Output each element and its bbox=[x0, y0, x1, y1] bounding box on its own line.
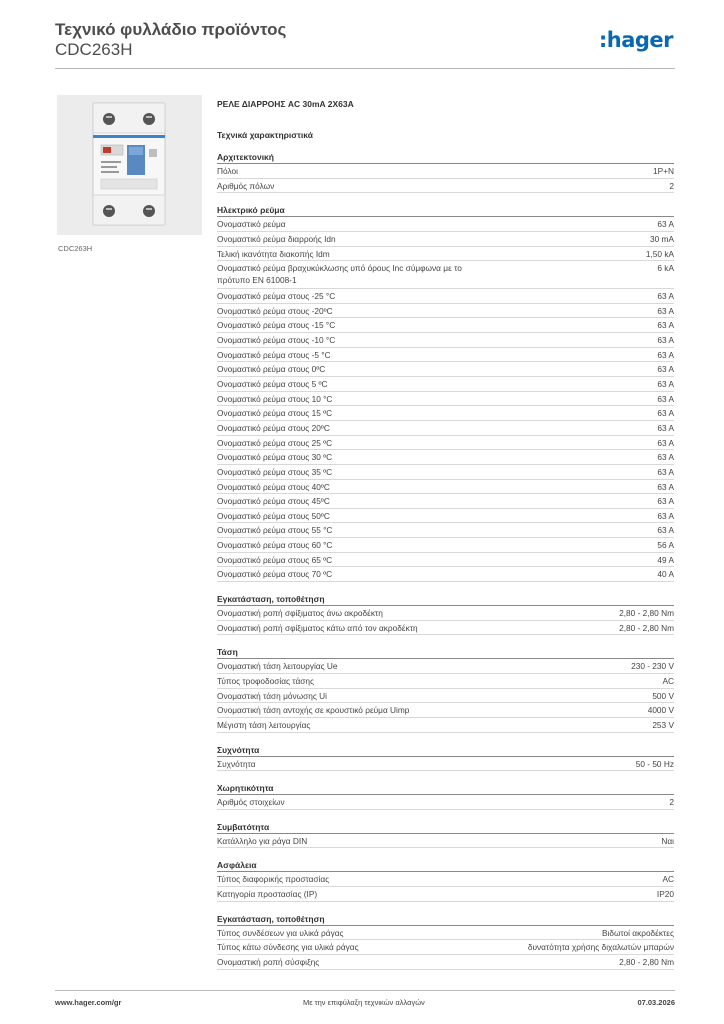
spec-row bbox=[217, 703, 674, 718]
spec-label: Ονομαστικό ρεύμα bbox=[217, 219, 286, 230]
spec-label: Πόλοι bbox=[217, 166, 238, 176]
spec-label: Ονομαστικό ρεύμα στους 40ºC bbox=[217, 481, 330, 492]
spec-label: Ονομαστική τάση αντοχής σε κρουστικό ρεύμα Uimp bbox=[217, 705, 410, 716]
spec-label: Κατηγορία προστασίας (IP) bbox=[217, 889, 318, 900]
spec-label: Ονομαστικό ρεύμα στους 35 ºC bbox=[217, 466, 333, 477]
header-divider bbox=[55, 68, 675, 69]
spec-value: δυνατότητα χρήσης διχαλωτών μπαρών bbox=[527, 942, 674, 953]
spec-value: 63 A bbox=[657, 466, 674, 477]
spec-value: 50 - 50 Hz bbox=[635, 758, 674, 769]
spec-row bbox=[217, 392, 674, 407]
spec-row bbox=[217, 318, 674, 333]
spec-value: 63 A bbox=[657, 320, 674, 331]
spec-value: 63 A bbox=[657, 349, 674, 360]
spec-value: 500 V bbox=[652, 690, 674, 701]
spec-row bbox=[217, 606, 674, 621]
spec-groups bbox=[217, 151, 674, 970]
spec-row bbox=[217, 377, 674, 392]
spec-label: Ονομαστική ροπή σύσφιξης bbox=[217, 956, 320, 967]
spec-row bbox=[217, 659, 674, 674]
spec-label: Ονομαστικό ρεύμα στους -10 °C bbox=[217, 335, 336, 346]
spec-row bbox=[217, 436, 674, 451]
spec-row bbox=[217, 834, 674, 849]
footer-date: 07.03.2026 bbox=[637, 998, 675, 1007]
footer-website: www.hager.com/gr bbox=[55, 998, 122, 1007]
spec-label: Τύπος συνδέσεων για υλικά ράγας bbox=[217, 927, 344, 938]
spec-row bbox=[217, 480, 674, 495]
spec-value: 63 A bbox=[657, 379, 674, 390]
image-caption: CDC263H bbox=[58, 244, 93, 253]
spec-row bbox=[217, 333, 674, 348]
spec-row bbox=[217, 926, 674, 941]
spec-label: Αριθμός πόλων bbox=[217, 180, 275, 191]
spec-value: 2 bbox=[669, 797, 674, 808]
spec-row bbox=[217, 523, 674, 538]
spec-group-title: Συμβατότητα bbox=[217, 821, 674, 834]
spec-value: 1,50 kA bbox=[645, 248, 674, 259]
spec-row bbox=[217, 567, 674, 582]
spec-group-title: Τάση bbox=[217, 646, 674, 659]
spec-label: Ονομαστικό ρεύμα στους 65 ºC bbox=[217, 554, 333, 565]
spec-row bbox=[217, 232, 674, 247]
spec-value: 63 A bbox=[657, 422, 674, 433]
footer-notice: Με την επιφύλαξη τεχνικών αλλαγών bbox=[303, 998, 425, 1007]
spec-label: Ονομαστικό ρεύμα στους -20ºC bbox=[217, 305, 333, 316]
spec-row bbox=[217, 164, 674, 179]
spec-value: Ναι bbox=[661, 835, 674, 846]
footer-divider bbox=[55, 990, 675, 991]
spec-row bbox=[217, 217, 674, 232]
spec-value: 56 A bbox=[657, 540, 674, 551]
spec-row bbox=[217, 362, 674, 377]
spec-value: 6 kA bbox=[657, 263, 674, 274]
spec-value: 63 A bbox=[657, 291, 674, 302]
spec-label: Ονομαστικό ρεύμα στους -5 °C bbox=[217, 349, 331, 360]
spec-row bbox=[217, 674, 674, 689]
spec-group-title: Αρχιτεκτονική bbox=[217, 151, 674, 164]
spec-value: 63 A bbox=[657, 393, 674, 404]
spec-value: 63 A bbox=[657, 437, 674, 448]
spec-row bbox=[217, 509, 674, 524]
spec-row bbox=[217, 757, 674, 772]
spec-row bbox=[217, 940, 674, 955]
spec-label: Τελική ικανότητα διακοπής Idm bbox=[217, 248, 330, 259]
spec-value: 40 A bbox=[657, 569, 674, 580]
spec-row bbox=[217, 689, 674, 704]
spec-group-title: Ηλεκτρικό ρεύμα bbox=[217, 204, 674, 217]
spec-label: Ονομαστικό ρεύμα στους 15 ºC bbox=[217, 408, 333, 419]
spec-row bbox=[217, 887, 674, 902]
spec-group-title: Εγκατάσταση, τοποθέτηση bbox=[217, 913, 674, 926]
spec-label: Ονομαστική τάση λειτουργίας Ue bbox=[217, 661, 338, 672]
product-image bbox=[57, 95, 202, 235]
spec-row bbox=[217, 465, 674, 480]
spec-label: Ονομαστικό ρεύμα στους 30 ºC bbox=[217, 452, 333, 463]
spec-value: 30 mA bbox=[650, 233, 674, 244]
spec-row bbox=[217, 179, 674, 194]
spec-value: 63 A bbox=[657, 525, 674, 536]
spec-value: AC bbox=[662, 874, 674, 885]
spec-value: 49 A bbox=[657, 554, 674, 565]
spec-label: Ονομαστική ροπή σφίξιματος κάτω από τον ακροδέκτη bbox=[217, 622, 418, 633]
spec-value: AC bbox=[662, 675, 674, 686]
spec-value: 2,80 - 2,80 Nm bbox=[619, 608, 674, 619]
spec-row bbox=[217, 421, 674, 436]
spec-value: 63 A bbox=[657, 452, 674, 463]
spec-label: Ονομαστικό ρεύμα στους 50ºC bbox=[217, 510, 330, 521]
spec-group-title: Ασφάλεια bbox=[217, 859, 674, 872]
spec-label: Ονομαστική τάση μόνωσης Ui bbox=[217, 690, 327, 701]
spec-value: Βιδωτοί ακροδέκτες bbox=[602, 927, 674, 938]
spec-value: 253 V bbox=[652, 719, 674, 730]
spec-label: Κατάλληλο για ράγα DIN bbox=[217, 835, 308, 846]
spec-label: Ονομαστικό ρεύμα στους 5 ºC bbox=[217, 379, 328, 390]
spec-row bbox=[217, 289, 674, 304]
spec-label: Ονομαστικό ρεύμα στους 20ºC bbox=[217, 422, 330, 433]
spec-label: Αριθμός στοιχείων bbox=[217, 797, 285, 808]
spec-label: Ονομαστικό ρεύμα στους -15 °C bbox=[217, 320, 336, 331]
spec-label: Τύπος κάτω σύνδεσης για υλικά ράγας bbox=[217, 942, 359, 953]
spec-label: Ονομαστική ροπή σφίξιματος άνω ακροδέκτη bbox=[217, 608, 383, 619]
spec-value: 63 A bbox=[657, 364, 674, 375]
spec-label: Ονομαστικό ρεύμα στους 10 °C bbox=[217, 393, 333, 404]
spec-label: Ονομαστικό ρεύμα στους 60 °C bbox=[217, 540, 333, 551]
hager-logo: :hager bbox=[598, 28, 673, 52]
spec-value: 2,80 - 2,80 Nm bbox=[619, 956, 674, 967]
document-title: Τεχνικό φυλλάδιο προϊόντος bbox=[55, 20, 287, 39]
spec-content bbox=[217, 97, 674, 970]
rcd-device-illustration bbox=[57, 95, 202, 235]
spec-row bbox=[217, 494, 674, 509]
spec-label: Συχνότητα bbox=[217, 758, 256, 769]
spec-group-title: Χωρητικότητα bbox=[217, 782, 674, 795]
spec-row bbox=[217, 872, 674, 887]
spec-value: 1P+N bbox=[653, 166, 674, 176]
spec-value: 63 A bbox=[657, 219, 674, 230]
spec-row bbox=[217, 406, 674, 421]
spec-label: Ονομαστικό ρεύμα βραχυκύκλωσης υπό όρους Inc σύμφωνα με το πρότυπο EN 61008-1 bbox=[217, 263, 462, 286]
section-title: Τεχνικά χαρακτηριστικά bbox=[217, 130, 313, 140]
spec-group-title: Εγκατάσταση, τοποθέτηση bbox=[217, 593, 674, 606]
spec-row bbox=[217, 538, 674, 553]
spec-label: Ονομαστικό ρεύμα στους 45ºC bbox=[217, 496, 330, 507]
spec-group-title: Συχνότητα bbox=[217, 744, 674, 757]
spec-row bbox=[217, 621, 674, 636]
spec-value: 2,80 - 2,80 Nm bbox=[619, 622, 674, 633]
spec-label: Μέγιστη τάση λειτουργίας bbox=[217, 719, 311, 730]
spec-row bbox=[217, 955, 674, 970]
spec-value: IP20 bbox=[656, 889, 674, 900]
page-header bbox=[55, 20, 675, 66]
spec-label: Ονομαστικό ρεύμα διαρροής Idn bbox=[217, 233, 336, 244]
spec-row bbox=[217, 553, 674, 568]
product-name: ΡΕΛΕ ΔΙΑΡΡΟΗΣ AC 30mA 2X63A bbox=[217, 99, 354, 109]
spec-row bbox=[217, 795, 674, 810]
spec-value: 230 - 230 V bbox=[631, 661, 674, 672]
spec-row bbox=[217, 261, 674, 289]
spec-label: Τύπος τροφοδοσίας τάσης bbox=[217, 675, 315, 686]
spec-row bbox=[217, 450, 674, 465]
spec-value: 63 A bbox=[657, 496, 674, 507]
spec-row bbox=[217, 348, 674, 363]
spec-value: 2 bbox=[669, 180, 674, 191]
spec-label: Ονομαστικό ρεύμα στους 55 °C bbox=[217, 525, 333, 536]
spec-label: Ονομαστικό ρεύμα στους 25 ºC bbox=[217, 437, 333, 448]
spec-row bbox=[217, 247, 674, 262]
spec-row bbox=[217, 718, 674, 733]
spec-value: 4000 V bbox=[647, 705, 674, 716]
spec-label: Ονομαστικό ρεύμα στους -25 °C bbox=[217, 291, 336, 302]
spec-value: 63 A bbox=[657, 408, 674, 419]
spec-value: 63 A bbox=[657, 510, 674, 521]
spec-label: Ονομαστικό ρεύμα στους 70 ºC bbox=[217, 569, 333, 580]
spec-label: Τύπος διαφορικής προστασίας bbox=[217, 874, 330, 885]
spec-value: 63 A bbox=[657, 305, 674, 316]
spec-value: 63 A bbox=[657, 335, 674, 346]
product-code: CDC263H bbox=[55, 40, 133, 59]
spec-label: Ονομαστικό ρεύμα στους 0ºC bbox=[217, 364, 326, 375]
spec-row bbox=[217, 304, 674, 319]
spec-value: 63 A bbox=[657, 481, 674, 492]
